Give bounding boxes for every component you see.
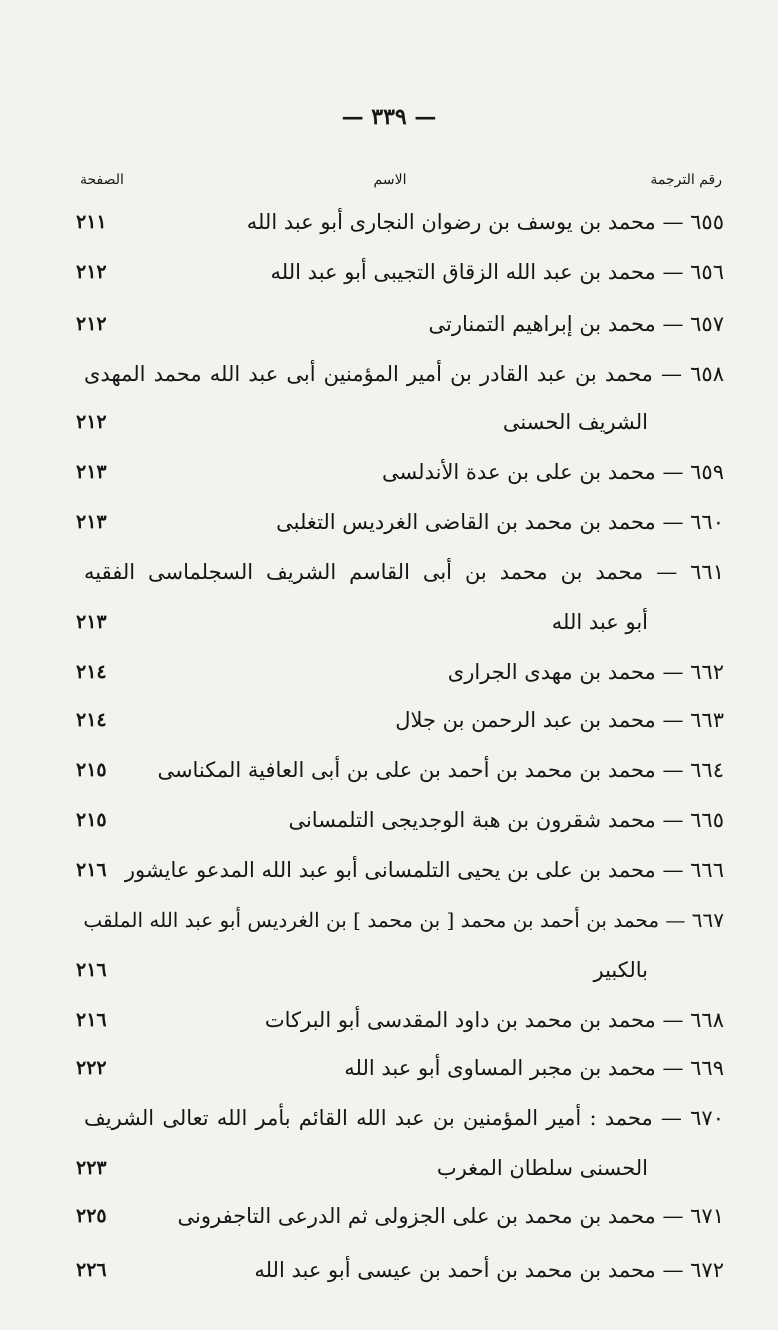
index-row <box>0 1250 778 1290</box>
index-row-continuation <box>0 602 778 642</box>
entry-text-continuation: الشريف الحسنى <box>502 410 648 434</box>
entry-text: ٦٦٥ — محمد شقرون بن هبة الوجديجى التلمسانى <box>288 808 724 832</box>
index-row-continuation <box>0 950 778 990</box>
entry-text: ٦٥٥ — محمد بن يوسف بن رضوان النجارى أبو عبد الله <box>246 210 724 234</box>
entry-page: ٢١٣ <box>76 461 107 483</box>
entry-page: ٢١٤ <box>76 709 107 731</box>
entry-text: ٦٦١ — محمد بن محمد بن أبى القاسم الشريف السجلماسى الفقيه <box>84 560 724 584</box>
entry-text-continuation: الحسنى سلطان المغرب <box>436 1156 648 1180</box>
entry-page: ٢١٥ <box>76 759 107 781</box>
entry-page: ٢١٢ <box>76 411 107 433</box>
entry-text: ٦٦٩ — محمد بن مجبر المساوى أبو عبد الله <box>344 1056 724 1080</box>
index-row <box>0 304 778 344</box>
entry-text: ٦٥٧ — محمد بن إبراهيم التمنارتى <box>428 312 724 336</box>
entry-page: ٢١٣ <box>76 611 107 633</box>
index-row <box>0 1000 778 1040</box>
entry-page: ٢٢٣ <box>76 1157 107 1179</box>
entry-text: ٦٥٦ — محمد بن عبد الله الزقاق التجيبى أبو عبد الله <box>270 260 724 284</box>
index-row <box>0 700 778 740</box>
entry-page: ٢١٥ <box>76 809 107 831</box>
entry-page: ٢١٦ <box>76 859 107 881</box>
entry-text: ٦٦٢ — محمد بن مهدى الجرارى <box>447 660 724 684</box>
entry-text-continuation: أبو عبد الله <box>551 610 648 634</box>
index-row <box>0 800 778 840</box>
entry-page: ٢٢٥ <box>76 1205 107 1227</box>
index-row <box>0 354 778 394</box>
entry-page: ٢٢٦ <box>76 1259 107 1281</box>
index-row <box>0 252 778 292</box>
index-row <box>0 750 778 790</box>
index-row-continuation <box>0 402 778 442</box>
entry-text: ٦٧٢ — محمد بن محمد بن أحمد بن عيسى أبو عبد الله <box>254 1258 724 1282</box>
entry-text: ٦٦٦ — محمد بن على بن يحيى التلمسانى أبو عبد الله المدعو عايشور <box>124 858 724 882</box>
index-row <box>0 1098 778 1138</box>
entry-page: ٢١٤ <box>76 661 107 683</box>
entry-text: ٦٦٨ — محمد بن محمد بن داود المقدسى أبو البركات <box>264 1008 724 1032</box>
index-row-continuation <box>0 1148 778 1188</box>
entry-text: ٦٧٠ — محمد : أمير المؤمنين بن عبد الله القائم بأمر الله تعالى الشريف <box>84 1106 724 1130</box>
header-page: الصفحة <box>80 172 124 188</box>
index-row <box>0 1196 778 1236</box>
entry-page: ٢١٢ <box>76 261 107 283</box>
entry-text: ٦٦٠ — محمد بن محمد بن القاضى الغرديس التغلبى <box>276 510 724 534</box>
entry-text: ٦٦٧ — محمد بن أحمد بن محمد [ بن محمد ] بن الغرديس أبو عبد الله الملقب <box>83 908 724 932</box>
entry-page: ٢١١ <box>76 211 107 233</box>
entry-text-continuation: بالكبير <box>593 958 648 982</box>
index-row <box>0 552 778 592</box>
index-row <box>0 502 778 542</box>
index-row <box>0 900 778 940</box>
entry-text: ٦٧١ — محمد بن محمد بن على الجزولى ثم الدرعى التاجفرونى <box>177 1204 724 1228</box>
entry-page: ٢١٦ <box>76 959 107 981</box>
entry-page: ٢١٣ <box>76 511 107 533</box>
entry-page: ٢٢٢ <box>76 1057 107 1079</box>
index-row <box>0 202 778 242</box>
entry-text: ٦٦٣ — محمد بن عبد الرحمن بن جلال <box>395 708 724 732</box>
entry-text: ٦٦٤ — محمد بن محمد بن أحمد بن على بن أبى العافية المكناسى <box>157 758 724 782</box>
entry-page: ٢١٢ <box>76 313 107 335</box>
entry-text: ٦٥٩ — محمد بن على بن عدة الأندلسى <box>381 460 724 484</box>
index-row <box>0 1048 778 1088</box>
page-number: — ٣٣٩ — <box>341 104 437 130</box>
header-name: الاسم <box>373 172 407 188</box>
index-row <box>0 652 778 692</box>
entry-page: ٢١٦ <box>76 1009 107 1031</box>
index-row <box>0 850 778 890</box>
index-row <box>0 452 778 492</box>
entry-text: ٦٥٨ — محمد بن عبد القادر بن أمير المؤمنين أبى عبد الله محمد المهدى <box>84 362 724 386</box>
header-entry-number: رقم الترجمة <box>650 172 722 188</box>
